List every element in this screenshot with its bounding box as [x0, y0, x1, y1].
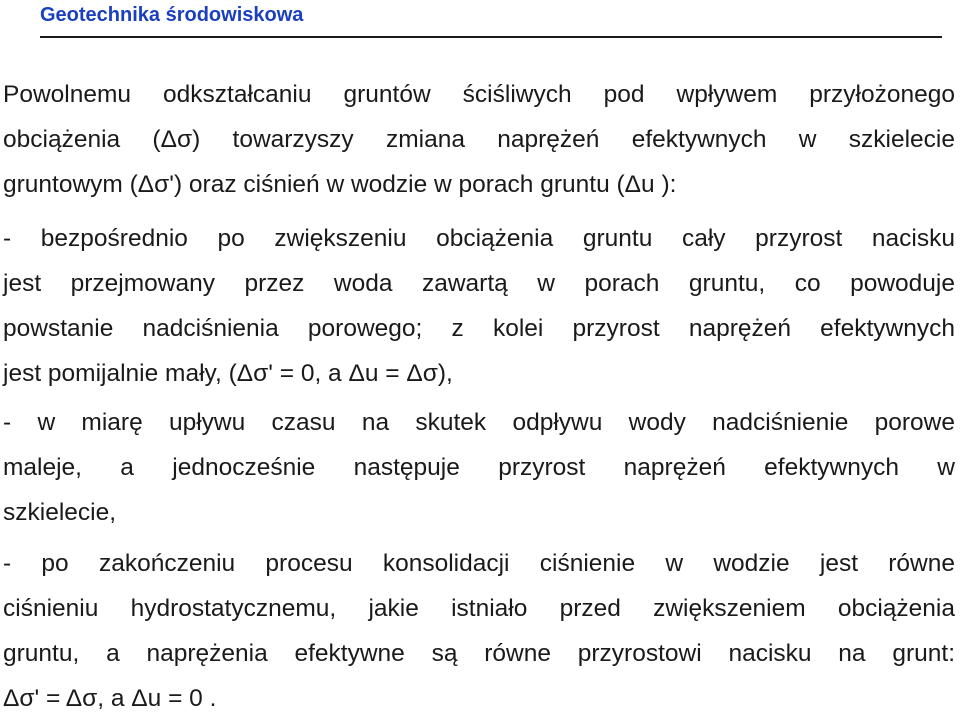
text-line: Powolnemu odkształcaniu gruntów ściśliwych pod wpływem przyłożonego [3, 81, 955, 108]
text-line: szkielecie, [3, 499, 117, 526]
text-line: gruntowym (Δσ') oraz ciśnień w wodzie w porach gruntu (Δu ): [3, 171, 677, 198]
slide-header [40, 2, 942, 38]
text-line: - bezpośrednio po zwiększeniu obciążenia gruntu cały przyrost nacisku [3, 225, 955, 252]
text-line: obciążenia (Δσ) towarzyszy zmiana naprężeń efektywnych w szkielecie [3, 126, 955, 153]
text-line: jest przejmowany przez woda zawartą w porach gruntu, co powoduje [3, 270, 955, 297]
text-line: - w miarę upływu czasu na skutek odpływu wody nadciśnienie porowe [3, 409, 955, 436]
text-line: ciśnieniu hydrostatycznemu, jakie istniało przed zwiększeniem obciążenia [3, 595, 955, 622]
text-line: maleje, a jednocześnie następuje przyrost naprężeń efektywnych w [3, 454, 955, 481]
slide-title: Geotechnika środowiskowa [40, 4, 304, 26]
text-line: gruntu, a naprężenia efektywne są równe przyrostowi nacisku na grunt: [3, 640, 955, 667]
bullet-immediate-loading [3, 216, 955, 396]
bullet-drainage-over-time [3, 400, 955, 535]
bullet-end-of-consolidation [3, 541, 955, 721]
text-line: Δσ' = Δσ, a Δu = 0 . [3, 685, 217, 712]
text-line: - po zakończeniu procesu konsolidacji ciśnienie w wodzie jest równe [3, 550, 955, 577]
intro-paragraph [3, 72, 955, 207]
text-line: jest pomijalnie mały, (Δσ' = 0, a Δu = Δσ), [3, 360, 453, 387]
text-line: powstanie nadciśnienia porowego; z kolei przyrost naprężeń efektywnych [3, 315, 955, 342]
